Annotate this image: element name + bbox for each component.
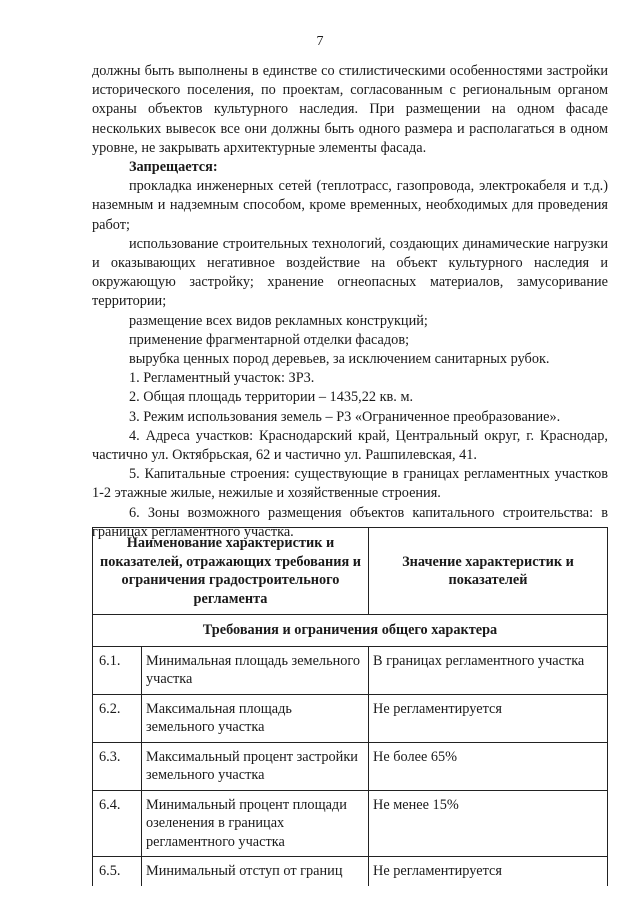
row-value: Не менее 15% <box>369 790 608 857</box>
prohibition-item: прокладка инженерных сетей (теплотрасс, газопровода, электрокабеля и т.д.) наземным и надземным способом, кроме временных, необходимых для проведения работ; <box>92 178 608 233</box>
row-value: Не более 65% <box>369 742 608 790</box>
header-value-cell: Значение характеристик и показателей <box>369 528 608 615</box>
numbered-item: 4. Адреса участков: Краснодарский край, Центральный округ, г. Краснодар, частично ул. Октябрьская, 62 и частично ул. Рашпилевская, 41. <box>92 427 608 464</box>
row-name: Максимальная площадь земельного участка <box>142 694 369 742</box>
row-name: Максимальный процент застройки земельного участка <box>142 742 369 790</box>
row-name: Минимальная площадь земельного участка <box>142 646 369 694</box>
table-row <box>93 857 608 886</box>
row-name: Минимальный отступ от границ <box>142 857 369 886</box>
regulation-table <box>92 527 608 886</box>
row-value: Не регламентируется <box>369 857 608 886</box>
row-name: Минимальный процент площади озеленения в границах регламентного участка <box>142 790 369 857</box>
table-header-row <box>93 528 608 615</box>
row-number: 6.3. <box>93 742 142 790</box>
row-number: 6.4. <box>93 790 142 857</box>
prohibition-item: размещение всех видов рекламных конструкций; <box>129 312 428 329</box>
numbered-item: 1. Регламентный участок: ЗР3. <box>129 370 315 387</box>
header-name-cell: Наименование характеристик и показателей, отражающих требования и ограничения градостроительного регламента <box>93 528 369 615</box>
prohibition-item: использование строительных технологий, создающих динамические нагрузки и оказывающих негативное воздействие на объект культурного наследия и окружающую застройку; хранение огнеопасных материалов, замусоривание территории; <box>92 235 608 310</box>
table-row <box>93 694 608 742</box>
row-number: 6.5. <box>93 857 142 886</box>
table-row <box>93 646 608 694</box>
row-value: Не регламентируется <box>369 694 608 742</box>
row-number: 6.2. <box>93 694 142 742</box>
table-row <box>93 790 608 857</box>
numbered-item: 5. Капитальные строения: существующие в границах регламентных участков 1-2 этажные жилые, нежилые и хозяйственные строения. <box>92 466 608 502</box>
numbered-item: 3. Режим использования земель – Р3 «Ограниченное преобразование». <box>129 408 561 425</box>
document-body <box>92 62 608 542</box>
paragraph-continuation: должны быть выполнены в единстве со стилистическими особенностями застройки исторического поселения, по проектам, согласованным с региональным органом охраны объектов культурного наследия. При размещении на одном фасаде нескольких вывесок все они должны быть одного размера и располагаться в одном уровне, не закрывать архитектурные элементы фасада. <box>92 63 608 156</box>
table-row <box>93 742 608 790</box>
table-section-row <box>93 615 608 647</box>
row-value: В границах регламентного участка <box>369 646 608 694</box>
numbered-item: 2. Общая площадь территории – 1435,22 кв. м. <box>129 389 414 406</box>
page-number: 7 <box>316 34 324 49</box>
prohibited-heading: Запрещается: <box>129 159 218 176</box>
prohibition-item: вырубка ценных пород деревьев, за исключением санитарных рубок. <box>129 351 550 368</box>
prohibition-item: применение фрагментарной отделки фасадов; <box>129 331 410 348</box>
section-title: Требования и ограничения общего характера <box>93 615 608 647</box>
numbered-item: 6. Зоны возможного размещения объектов капитального строительства: в границах регламентного участка. <box>92 504 608 540</box>
row-number: 6.1. <box>93 646 142 694</box>
